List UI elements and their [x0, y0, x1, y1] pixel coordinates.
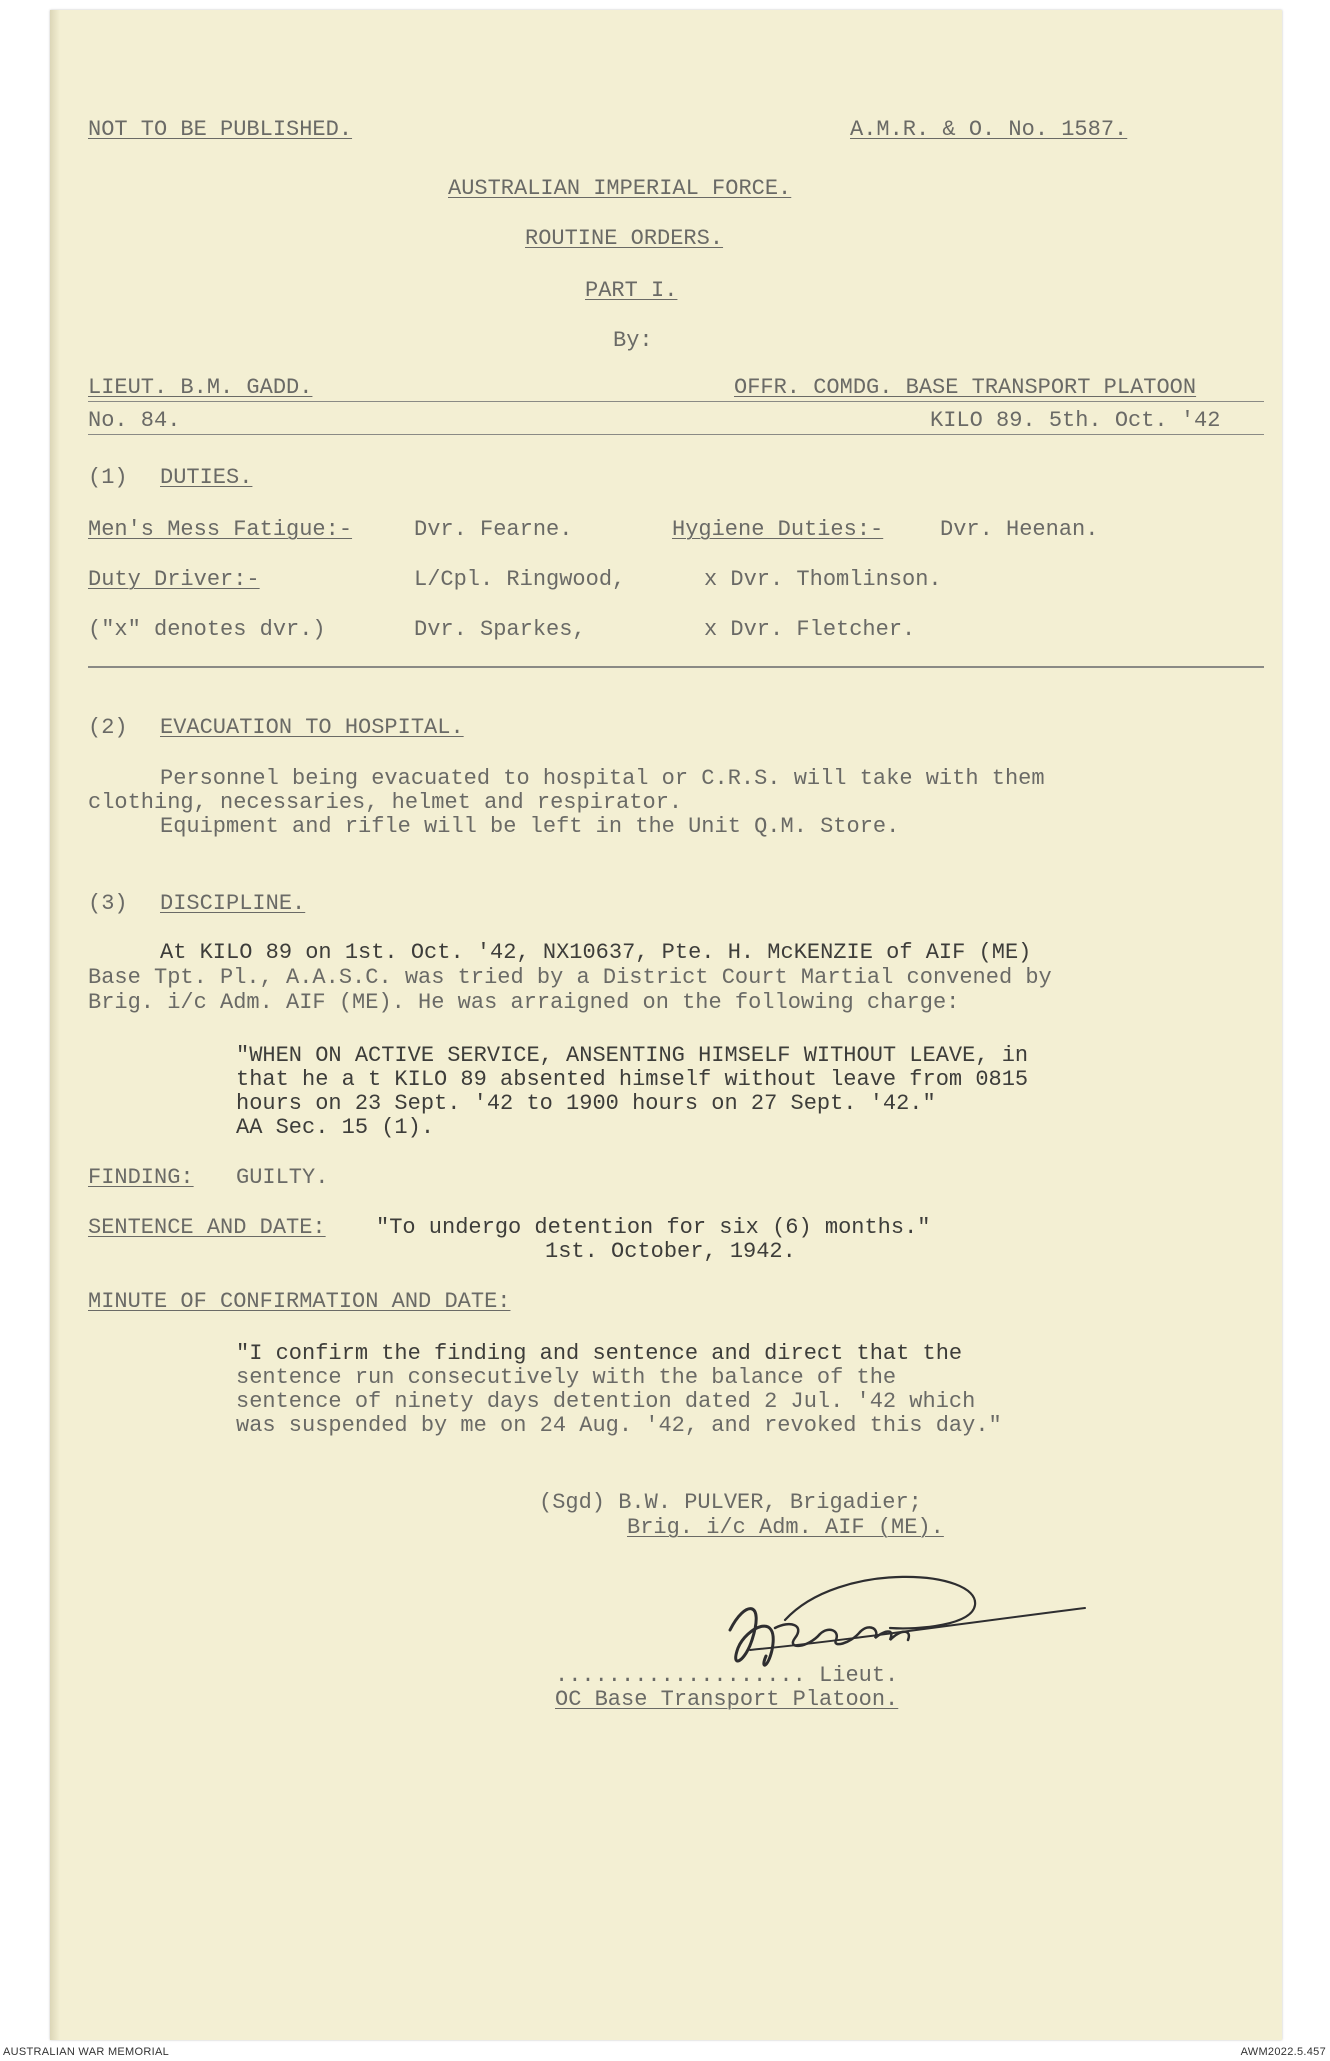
- evacuation-heading: EVACUATION TO HOSPITAL.: [160, 715, 464, 740]
- hygiene-duties-value: Dvr. Heenan.: [940, 517, 1099, 542]
- sentence-date: 1st. October, 1942.: [545, 1239, 796, 1264]
- sentence-value: "To undergo detention for six (6) months.": [376, 1215, 931, 1240]
- evacuation-number: (2): [88, 715, 128, 740]
- discipline-intro-line: At KILO 89 on 1st. Oct. '42, NX10637, Pte. H. McKENZIE of AIF (ME): [160, 940, 1032, 965]
- restriction-notice: NOT TO BE PUBLISHED.: [88, 117, 353, 142]
- evacuation-line: Personnel being evacuated to hospital or C.R.S. will take with them: [160, 766, 1045, 791]
- minute-label: MINUTE OF CONFIRMATION AND DATE:: [88, 1289, 511, 1314]
- footer-source: AUSTRALIAN WAR MEMORIAL: [3, 2046, 170, 2058]
- duties-number: (1): [88, 465, 128, 490]
- charge-line: "WHEN ON ACTIVE SERVICE, ANSENTING HIMSELF WITHOUT LEAVE, in: [236, 1043, 1029, 1068]
- minute-line: was suspended by me on 24 Aug. '42, and revoked this day.": [236, 1413, 1002, 1438]
- minute-line: "I confirm the finding and sentence and direct that the: [236, 1341, 963, 1366]
- signed-by: (Sgd) B.W. PULVER, Brigadier;: [539, 1490, 922, 1515]
- sentence-label: SENTENCE AND DATE:: [88, 1215, 326, 1240]
- force-title: AUSTRALIAN IMPERIAL FORCE.: [448, 176, 792, 201]
- signed-role: Brig. i/c Adm. AIF (ME).: [627, 1515, 944, 1540]
- by-label: By:: [613, 328, 653, 353]
- minute-line: sentence run consecutively with the balance of the: [236, 1365, 897, 1390]
- header-rule: [88, 401, 1264, 402]
- finding-label: FINDING:: [88, 1165, 194, 1190]
- document-sheet: [50, 10, 1282, 2040]
- duty-driver-3: Dvr. Sparkes,: [414, 617, 586, 642]
- part-title: PART I.: [585, 278, 678, 303]
- signoff-unit: OC Base Transport Platoon.: [555, 1687, 899, 1712]
- discipline-intro-line: Base Tpt. Pl., A.A.S.C. was tried by a District Court Martial convened by: [88, 965, 1052, 990]
- duties-heading: DUTIES.: [160, 465, 253, 490]
- charge-line: AA Sec. 15 (1).: [236, 1115, 435, 1140]
- discipline-number: (3): [88, 891, 128, 916]
- officer-role: OFFR. COMDG. BASE TRANSPORT PLATOON: [734, 375, 1197, 400]
- footer-accession: AWM2022.5.457: [1240, 2046, 1326, 2058]
- signoff-rank: ................... Lieut.: [555, 1663, 899, 1688]
- charge-line: that he a t KILO 89 absented himself without leave from 0815: [236, 1067, 1029, 1092]
- evacuation-line: clothing, necessaries, helmet and respirator.: [88, 790, 683, 815]
- issuing-officer: LIEUT. B.M. GADD.: [88, 375, 313, 400]
- place-date: KILO 89. 5th. Oct. '42: [930, 408, 1221, 433]
- mess-fatigue-label: Men's Mess Fatigue:-: [88, 517, 353, 542]
- mess-fatigue-value: Dvr. Fearne.: [414, 517, 573, 542]
- order-reference: A.M.R. & O. No. 1587.: [850, 117, 1128, 142]
- finding-value: GUILTY.: [236, 1165, 329, 1190]
- header-rule-lower: [88, 434, 1264, 435]
- duty-driver-1: L/Cpl. Ringwood,: [414, 567, 626, 592]
- evacuation-line: Equipment and rifle will be left in the Unit Q.M. Store.: [160, 814, 900, 839]
- minute-line: sentence of ninety days detention dated 2 Jul. '42 which: [236, 1389, 976, 1414]
- driver-note: ("x" denotes dvr.): [88, 617, 326, 642]
- order-number: No. 84.: [88, 408, 181, 433]
- duty-driver-4: x Dvr. Fletcher.: [704, 617, 916, 642]
- discipline-heading: DISCIPLINE.: [160, 891, 306, 916]
- duty-driver-2: x Dvr. Thomlinson.: [704, 567, 942, 592]
- section-rule: [88, 666, 1264, 668]
- charge-line: hours on 23 Sept. '42 to 1900 hours on 27 Sept. '42.": [236, 1091, 936, 1116]
- duty-driver-label: Duty Driver:-: [88, 567, 260, 592]
- orders-title: ROUTINE ORDERS.: [525, 226, 724, 251]
- hygiene-duties-label: Hygiene Duties:-: [672, 517, 884, 542]
- discipline-intro-line: Brig. i/c Adm. AIF (ME). He was arraigned on the following charge:: [88, 990, 960, 1015]
